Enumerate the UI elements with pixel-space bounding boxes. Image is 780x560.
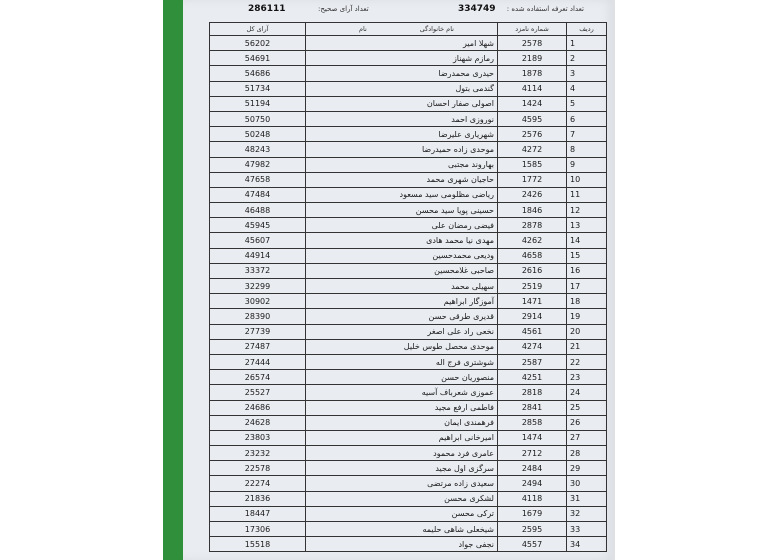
- candidate-number-cell: 4274: [498, 339, 567, 354]
- total-votes-cell: 54686: [210, 66, 306, 81]
- candidate-name-cell: آموزگار ابراهیم: [306, 294, 498, 309]
- total-votes-cell: 24628: [210, 415, 306, 430]
- total-votes-cell: 18447: [210, 506, 306, 521]
- total-votes-cell: 26574: [210, 370, 306, 385]
- row-number-cell: 34: [567, 537, 607, 552]
- candidate-number-cell: 2616: [498, 263, 567, 278]
- document-header: [200, 2, 590, 18]
- candidate-number-cell: 2189: [498, 51, 567, 66]
- candidate-number-cell: 2818: [498, 385, 567, 400]
- table-row: [210, 309, 607, 324]
- table-body: [210, 36, 607, 552]
- candidate-number-cell: 4561: [498, 324, 567, 339]
- table-row: [210, 279, 607, 294]
- table-row: [210, 324, 607, 339]
- total-votes-cell: 48243: [210, 142, 306, 157]
- row-number-cell: 32: [567, 506, 607, 521]
- table-row: [210, 522, 607, 537]
- table-row: [210, 66, 607, 81]
- candidate-name-cell: گندمی بتول: [306, 81, 498, 96]
- table-row: [210, 81, 607, 96]
- candidate-number-cell: 4114: [498, 81, 567, 96]
- total-votes-cell: 21836: [210, 491, 306, 506]
- table-row: [210, 537, 607, 552]
- table-header-row: [210, 23, 607, 36]
- candidate-name-cell: موحدی محصل طوس خلیل: [306, 339, 498, 354]
- row-number-cell: 31: [567, 491, 607, 506]
- candidate-name-cell: امیرخانی ابراهیم: [306, 430, 498, 445]
- candidate-number-cell: 4272: [498, 142, 567, 157]
- valid-votes-value: 286111: [248, 4, 286, 14]
- total-votes-cell: 45607: [210, 233, 306, 248]
- table-row: [210, 142, 607, 157]
- table-row: [210, 461, 607, 476]
- table-row: [210, 218, 607, 233]
- candidate-number-cell: 1471: [498, 294, 567, 309]
- candidate-name-cell: نجفی جواد: [306, 537, 498, 552]
- candidate-number-cell: 4262: [498, 233, 567, 248]
- candidate-name-cell: حیدری محمدرضا: [306, 66, 498, 81]
- candidate-number-cell: 2519: [498, 279, 567, 294]
- candidate-number-cell: 2858: [498, 415, 567, 430]
- row-number-cell: 30: [567, 476, 607, 491]
- candidate-name-cell: فاطمی ارفع مجید: [306, 400, 498, 415]
- table-row: [210, 187, 607, 202]
- table-row: [210, 36, 607, 51]
- candidate-name-cell: بهاروند مجتبی: [306, 157, 498, 172]
- candidate-number-cell: 1846: [498, 203, 567, 218]
- candidate-name-cell: مهدی نیا محمد هادی: [306, 233, 498, 248]
- total-votes-cell: 30902: [210, 294, 306, 309]
- total-votes-cell: 27739: [210, 324, 306, 339]
- table-row: [210, 476, 607, 491]
- candidate-number-cell: 2587: [498, 354, 567, 369]
- total-votes-cell: 56202: [210, 36, 306, 51]
- row-number-cell: 23: [567, 370, 607, 385]
- row-number-cell: 7: [567, 127, 607, 142]
- total-votes-cell: 47982: [210, 157, 306, 172]
- table-row: [210, 339, 607, 354]
- row-number-cell: 2: [567, 51, 607, 66]
- candidate-name-cell: عموزی شعرباف آسیه: [306, 385, 498, 400]
- candidate-number-cell: 2494: [498, 476, 567, 491]
- row-number-cell: 29: [567, 461, 607, 476]
- total-votes-cell: 45945: [210, 218, 306, 233]
- total-votes-cell: 28390: [210, 309, 306, 324]
- candidate-number-cell: 1424: [498, 96, 567, 111]
- candidate-number-cell: 4557: [498, 537, 567, 552]
- candidate-number-cell: 1474: [498, 430, 567, 445]
- candidate-name-cell: رمازم شهناز: [306, 51, 498, 66]
- candidate-name-cell: صاحبی غلامحسین: [306, 263, 498, 278]
- candidate-name-cell: منصوریان حسن: [306, 370, 498, 385]
- header-row-number: ردیف: [567, 23, 607, 36]
- candidate-name-cell: ودیعی محمدحسین: [306, 248, 498, 263]
- table-row: [210, 127, 607, 142]
- candidate-number-cell: 4251: [498, 370, 567, 385]
- total-votes-cell: 23232: [210, 446, 306, 461]
- total-votes-cell: 27444: [210, 354, 306, 369]
- total-votes-cell: 44914: [210, 248, 306, 263]
- total-votes-cell: 23803: [210, 430, 306, 445]
- row-number-cell: 13: [567, 218, 607, 233]
- candidate-name-cell: شهلا امیر: [306, 36, 498, 51]
- candidate-number-cell: 2426: [498, 187, 567, 202]
- results-table: [209, 22, 607, 552]
- table-row: [210, 263, 607, 278]
- row-number-cell: 12: [567, 203, 607, 218]
- candidate-name-cell: شهریاری علیرضا: [306, 127, 498, 142]
- candidate-name-cell: نخعی راد علی اصغر: [306, 324, 498, 339]
- total-votes-cell: 54691: [210, 51, 306, 66]
- table-row: [210, 415, 607, 430]
- candidate-name-cell: موحدی زاده حمیدرضا: [306, 142, 498, 157]
- candidate-name-cell: سرگزی اول مجید: [306, 461, 498, 476]
- candidate-number-cell: 2914: [498, 309, 567, 324]
- candidate-number-cell: 2484: [498, 461, 567, 476]
- candidate-name-cell: سهیلی محمد: [306, 279, 498, 294]
- row-number-cell: 8: [567, 142, 607, 157]
- table-row: [210, 96, 607, 111]
- candidate-number-cell: 2578: [498, 36, 567, 51]
- candidate-name-cell: فرهمندی ایمان: [306, 415, 498, 430]
- table-row: [210, 354, 607, 369]
- row-number-cell: 3: [567, 66, 607, 81]
- table-row: [210, 51, 607, 66]
- header-total-votes: آرای کل: [210, 23, 306, 36]
- used-ballots-label: تعداد تعرفه استفاده شده :: [506, 5, 584, 13]
- candidate-number-cell: 1679: [498, 506, 567, 521]
- row-number-cell: 26: [567, 415, 607, 430]
- total-votes-cell: 25527: [210, 385, 306, 400]
- candidate-name-cell: ترکی محسن: [306, 506, 498, 521]
- total-votes-cell: 46488: [210, 203, 306, 218]
- row-number-cell: 5: [567, 96, 607, 111]
- table-row: [210, 430, 607, 445]
- table-row: [210, 233, 607, 248]
- row-number-cell: 11: [567, 187, 607, 202]
- candidate-number-cell: 2878: [498, 218, 567, 233]
- row-number-cell: 17: [567, 279, 607, 294]
- total-votes-cell: 47484: [210, 187, 306, 202]
- table-row: [210, 400, 607, 415]
- total-votes-cell: 32299: [210, 279, 306, 294]
- table-row: [210, 157, 607, 172]
- candidate-number-cell: 2576: [498, 127, 567, 142]
- header-family-name: نام خانوادگی: [419, 25, 454, 33]
- candidate-name-cell: شیخعلی شاهی حلیمه: [306, 522, 498, 537]
- total-votes-cell: 33372: [210, 263, 306, 278]
- header-name: [306, 23, 498, 36]
- row-number-cell: 15: [567, 248, 607, 263]
- table-row: [210, 491, 607, 506]
- candidate-name-cell: سعیدی زاده مرتضی: [306, 476, 498, 491]
- candidate-name-cell: اصولی صفار احسان: [306, 96, 498, 111]
- table-row: [210, 248, 607, 263]
- total-votes-cell: 51734: [210, 81, 306, 96]
- row-number-cell: 14: [567, 233, 607, 248]
- row-number-cell: 28: [567, 446, 607, 461]
- total-votes-cell: 50248: [210, 127, 306, 142]
- candidate-number-cell: 4118: [498, 491, 567, 506]
- row-number-cell: 25: [567, 400, 607, 415]
- candidate-number-cell: 2595: [498, 522, 567, 537]
- row-number-cell: 18: [567, 294, 607, 309]
- candidate-number-cell: 4595: [498, 111, 567, 126]
- row-number-cell: 21: [567, 339, 607, 354]
- candidate-name-cell: لشکری محسن: [306, 491, 498, 506]
- candidate-name-cell: شوشتری فرج اله: [306, 354, 498, 369]
- total-votes-cell: 22578: [210, 461, 306, 476]
- row-number-cell: 33: [567, 522, 607, 537]
- valid-votes-label: تعداد آرای صحیح:: [318, 5, 369, 13]
- row-number-cell: 10: [567, 172, 607, 187]
- candidate-number-cell: 2841: [498, 400, 567, 415]
- candidate-name-cell: حسینی پویا سید محسن: [306, 203, 498, 218]
- candidate-name-cell: فیضی رمضان علی: [306, 218, 498, 233]
- green-page-edge: [163, 0, 183, 560]
- candidate-number-cell: 1878: [498, 66, 567, 81]
- candidate-name-cell: نوروزی احمد: [306, 111, 498, 126]
- total-votes-cell: 51194: [210, 96, 306, 111]
- used-ballots-value: 334749: [458, 4, 496, 14]
- row-number-cell: 4: [567, 81, 607, 96]
- total-votes-cell: 50750: [210, 111, 306, 126]
- row-number-cell: 27: [567, 430, 607, 445]
- candidate-number-cell: 1772: [498, 172, 567, 187]
- row-number-cell: 22: [567, 354, 607, 369]
- candidate-name-cell: عامری فرد محمود: [306, 446, 498, 461]
- row-number-cell: 6: [567, 111, 607, 126]
- table-row: [210, 203, 607, 218]
- candidate-number-cell: 4658: [498, 248, 567, 263]
- table-row: [210, 172, 607, 187]
- candidate-number-cell: 2712: [498, 446, 567, 461]
- header-first-name: نام: [359, 25, 367, 33]
- table-row: [210, 446, 607, 461]
- row-number-cell: 19: [567, 309, 607, 324]
- table-row: [210, 111, 607, 126]
- row-number-cell: 24: [567, 385, 607, 400]
- row-number-cell: 9: [567, 157, 607, 172]
- candidate-name-cell: ریاضی مظلومی سید مسعود: [306, 187, 498, 202]
- table-row: [210, 294, 607, 309]
- table-row: [210, 370, 607, 385]
- candidate-name-cell: قدیری طرقی حسن: [306, 309, 498, 324]
- row-number-cell: 16: [567, 263, 607, 278]
- total-votes-cell: 22274: [210, 476, 306, 491]
- total-votes-cell: 15518: [210, 537, 306, 552]
- total-votes-cell: 27487: [210, 339, 306, 354]
- row-number-cell: 1: [567, 36, 607, 51]
- candidate-number-cell: 1585: [498, 157, 567, 172]
- header-candidate-number: شماره نامزد: [498, 23, 567, 36]
- total-votes-cell: 17306: [210, 522, 306, 537]
- total-votes-cell: 24686: [210, 400, 306, 415]
- table-row: [210, 506, 607, 521]
- candidate-name-cell: حاجیان شهری محمد: [306, 172, 498, 187]
- row-number-cell: 20: [567, 324, 607, 339]
- table-row: [210, 385, 607, 400]
- total-votes-cell: 47658: [210, 172, 306, 187]
